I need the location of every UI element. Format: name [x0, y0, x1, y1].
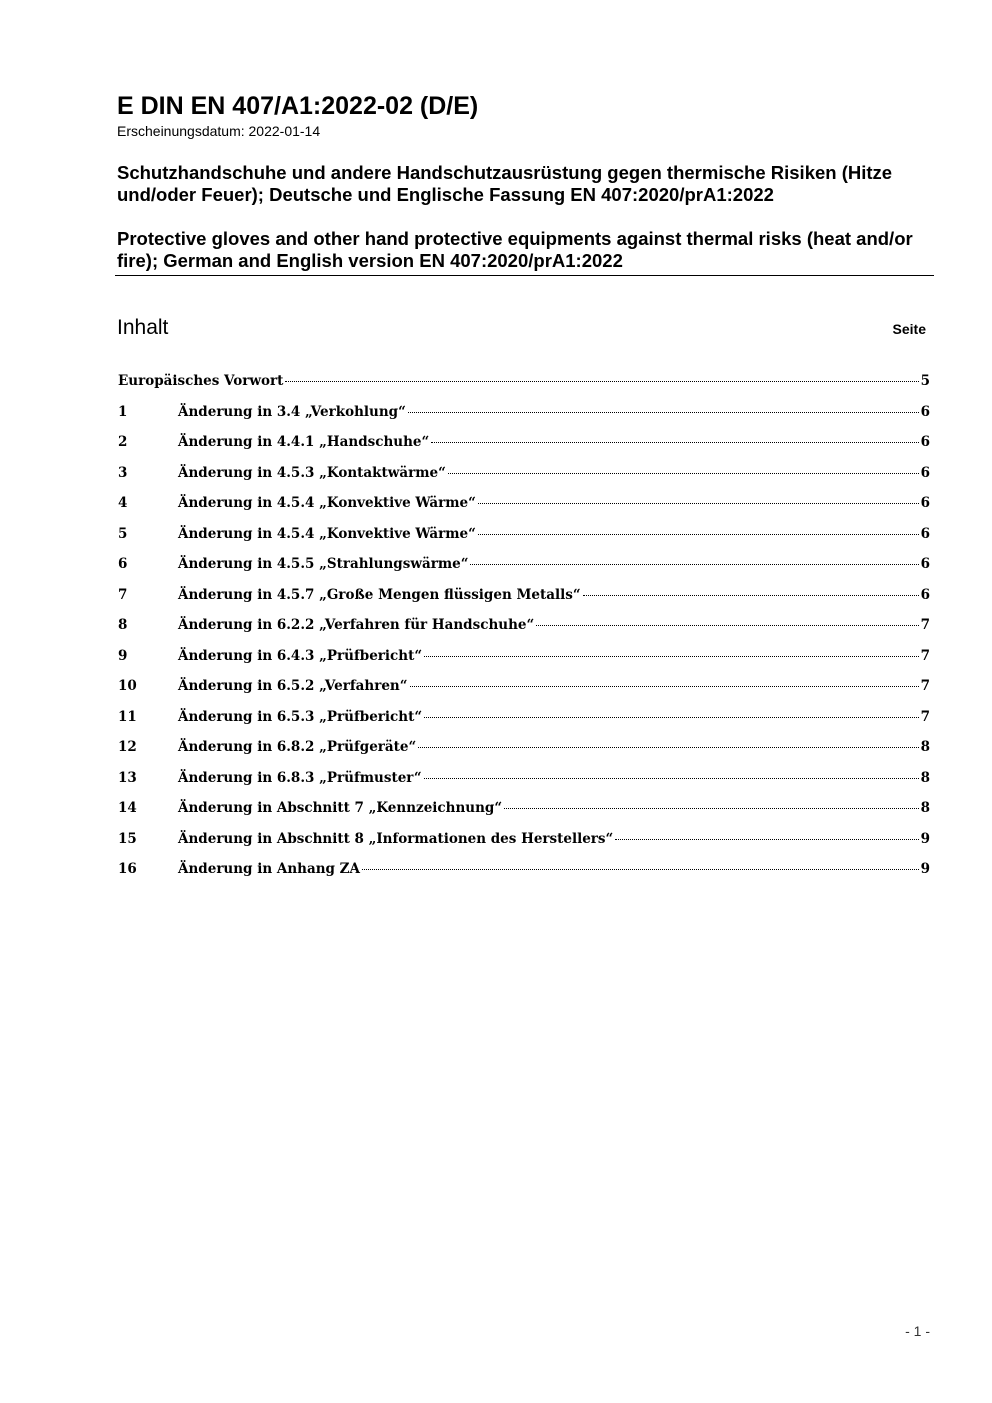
toc-dot-leader: [408, 412, 919, 413]
toc-entry[interactable]: [118, 705, 930, 736]
toc-dot-leader: [478, 503, 919, 504]
toc-entry-number: 8: [118, 617, 128, 633]
toc-entry[interactable]: [118, 583, 930, 614]
toc-entry-page: 6: [920, 434, 930, 450]
toc-page-label: Seite: [892, 321, 926, 337]
toc-entry-text: Änderung in 4.5.5 „Strahlungswärme“: [178, 556, 469, 572]
toc-entry-text: Änderung in 6.8.2 „Prüfgeräte“: [178, 739, 417, 755]
toc-entry-page: 6: [920, 586, 930, 603]
toc-entry-text: Änderung in 3.4 „Verkohlung“: [178, 403, 406, 420]
toc-dot-leader: [418, 747, 918, 748]
toc-entry-page: 7: [920, 647, 930, 664]
toc-dot-leader: [424, 717, 919, 718]
toc-entry[interactable]: [118, 674, 930, 705]
toc-entry[interactable]: [118, 491, 930, 522]
toc-entry-number: 11: [118, 708, 137, 725]
toc-entry[interactable]: [118, 522, 930, 553]
toc-entry[interactable]: [118, 613, 930, 644]
toc-entry[interactable]: [118, 461, 930, 492]
toc-entry-text: Änderung in 4.5.3 „Kontaktwärme“: [178, 464, 446, 481]
toc-dot-leader: [536, 625, 918, 626]
toc-entry-number: 14: [118, 800, 137, 816]
toc-dot-leader: [448, 473, 919, 474]
toc-entry-number: 13: [118, 769, 137, 786]
toc-entry-number: 16: [118, 861, 137, 877]
toc-entry-page: 8: [920, 769, 930, 786]
toc-list: [118, 369, 930, 888]
toc-entry-page: 6: [920, 556, 930, 572]
toc-entry-text: Änderung in 4.5.7 „Große Mengen flüssigen Metalls“: [178, 586, 581, 603]
toc-entry-text: Änderung in Abschnitt 8 „Informationen des Herstellers“: [178, 830, 614, 847]
toc-dot-leader: [410, 686, 919, 687]
toc-entry-number: 6: [118, 556, 128, 572]
toc-entry-number: 12: [118, 739, 137, 755]
toc-entry-text: Änderung in 4.5.4 „Konvektive Wärme“: [178, 495, 476, 511]
toc-entry-number: 3: [118, 464, 128, 481]
toc-entry-text: Änderung in 6.5.3 „Prüfbericht“: [178, 708, 423, 725]
toc-dot-leader: [424, 778, 919, 779]
toc-dot-leader: [504, 808, 919, 809]
toc-entry[interactable]: [118, 430, 930, 461]
toc-entry-text: Änderung in Anhang ZA: [178, 861, 360, 877]
toc-dot-leader: [362, 869, 919, 870]
toc-dot-leader: [470, 564, 918, 565]
toc-entry-number: 2: [118, 434, 128, 450]
header-divider: [115, 275, 934, 276]
toc-entry-text: Änderung in 6.2.2 „Verfahren für Handschuhe“: [178, 617, 535, 633]
toc-entry[interactable]: [118, 857, 930, 888]
toc-entry-page: 9: [920, 830, 930, 847]
toc-dot-leader: [424, 656, 919, 657]
toc-entry-number: 1: [118, 403, 128, 420]
publication-date: Erscheinungsdatum: 2022-01-14: [117, 123, 321, 139]
toc-entry-page: 5: [920, 373, 930, 389]
toc-dot-leader: [583, 595, 919, 596]
page-number: - 1 -: [905, 1323, 930, 1339]
toc-entry-page: 8: [920, 739, 930, 755]
toc-entry-text: Europäisches Vorwort: [118, 373, 284, 389]
toc-entry-page: 6: [920, 403, 930, 420]
toc-entry-page: 7: [920, 708, 930, 725]
toc-entry-page: 6: [920, 464, 930, 481]
toc-dot-leader: [478, 534, 919, 535]
toc-entry-page: 6: [920, 525, 930, 542]
toc-entry-page: 6: [920, 495, 930, 511]
toc-entry-number: 10: [118, 678, 137, 694]
toc-entry-number: 5: [118, 525, 128, 542]
toc-entry[interactable]: [118, 735, 930, 766]
toc-entry[interactable]: [118, 369, 930, 400]
toc-title: Inhalt: [117, 316, 169, 339]
toc-entry[interactable]: [118, 552, 930, 583]
toc-dot-leader: [431, 442, 918, 443]
toc-entry-text: Änderung in 6.5.2 „Verfahren“: [178, 678, 408, 694]
document-header: [117, 92, 933, 272]
toc-entry[interactable]: [118, 796, 930, 827]
toc-entry-text: Änderung in Abschnitt 7 „Kennzeichnung“: [178, 800, 503, 816]
toc-entry-text: Änderung in 6.8.3 „Prüfmuster“: [178, 769, 422, 786]
toc-entry-text: Änderung in 4.4.1 „Handschuhe“: [178, 434, 430, 450]
document-id: E DIN EN 407/A1:2022-02 (D/E): [117, 92, 479, 120]
title-german: Schutzhandschuhe und andere Handschutzausrüstung gegen thermische Risiken (Hitze und/oder Feuer); Deutsche und Englische Fassung EN 407:2020/prA1:2022: [117, 162, 893, 205]
toc-header: [117, 314, 926, 342]
toc-entry-page: 7: [920, 678, 930, 694]
toc-entry-number: 15: [118, 830, 137, 847]
toc-entry[interactable]: [118, 644, 930, 675]
title-english: Protective gloves and other hand protective equipments against thermal risks (heat and/or fire); German and English version EN 407:2020/prA1:2022: [117, 228, 913, 271]
toc-entry[interactable]: [118, 766, 930, 797]
toc-dot-leader: [615, 839, 918, 840]
toc-entry-text: Änderung in 4.5.4 „Konvektive Wärme“: [178, 525, 476, 542]
toc-entry[interactable]: [118, 400, 930, 431]
toc-entry-number: 7: [118, 586, 128, 603]
toc-entry[interactable]: [118, 827, 930, 858]
toc-entry-page: 7: [920, 617, 930, 633]
toc-entry-page: 9: [920, 861, 930, 877]
toc-entry-text: Änderung in 6.4.3 „Prüfbericht“: [178, 647, 423, 664]
toc-entry-number: 4: [118, 495, 128, 511]
toc-entry-number: 9: [118, 647, 128, 664]
toc-entry-page: 8: [920, 800, 930, 816]
toc-dot-leader: [285, 381, 918, 382]
